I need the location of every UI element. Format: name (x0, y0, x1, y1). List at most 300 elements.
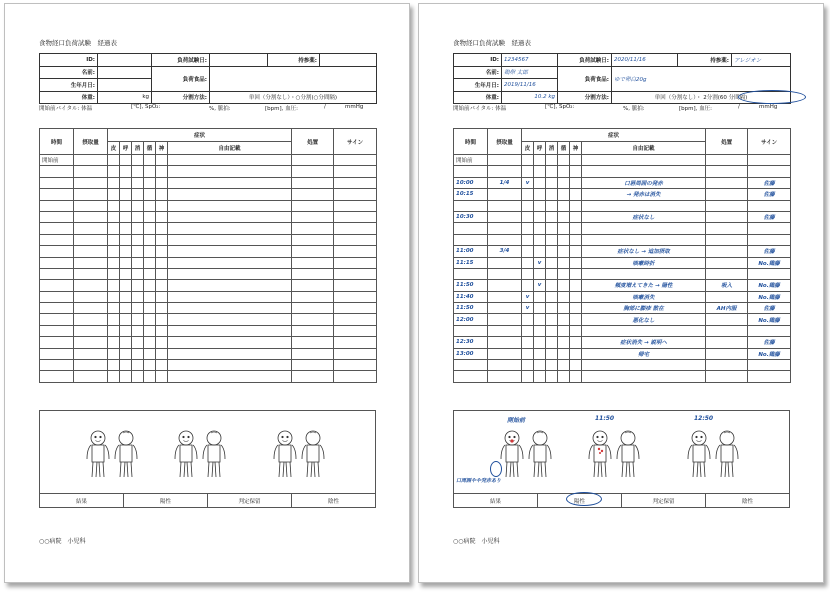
symptom-check-cell[interactable] (534, 177, 546, 188)
name-field[interactable] (98, 66, 152, 79)
symptom-check-cell[interactable] (546, 177, 558, 188)
sign-cell[interactable] (748, 325, 791, 336)
treatment-cell[interactable] (706, 166, 748, 177)
sign-cell[interactable] (748, 223, 791, 234)
symptom-check-cell[interactable] (558, 246, 570, 257)
time-cell[interactable] (454, 325, 488, 336)
intake-cell[interactable] (488, 166, 522, 177)
symptom-check-cell[interactable] (558, 360, 570, 371)
symptom-check-cell[interactable] (558, 291, 570, 302)
symptom-check-cell[interactable] (132, 303, 144, 314)
sign-cell[interactable] (334, 257, 377, 268)
intake-cell[interactable] (74, 337, 108, 348)
table-cell[interactable] (144, 155, 156, 166)
treatment-cell[interactable] (292, 325, 334, 336)
symptom-check-cell[interactable] (132, 291, 144, 302)
symptom-check-cell[interactable]: v (534, 280, 546, 291)
sign-cell[interactable] (334, 360, 377, 371)
symptom-check-cell[interactable] (558, 268, 570, 279)
notes-cell[interactable] (168, 211, 292, 222)
symptom-check-cell[interactable]: v (522, 303, 534, 314)
symptom-check-cell[interactable] (570, 257, 582, 268)
symptom-check-cell[interactable] (156, 166, 168, 177)
table-cell[interactable] (582, 155, 706, 166)
intake-cell[interactable] (488, 211, 522, 222)
sign-cell[interactable]: No.鶏藤 (748, 280, 791, 291)
medicine-field[interactable] (320, 54, 377, 67)
sign-cell[interactable] (748, 360, 791, 371)
treatment-cell[interactable] (292, 257, 334, 268)
time-cell[interactable] (40, 337, 74, 348)
table-cell[interactable] (534, 155, 546, 166)
treatment-cell[interactable] (706, 337, 748, 348)
treatment-cell[interactable] (706, 371, 748, 382)
symptom-check-cell[interactable] (522, 234, 534, 245)
symptom-check-cell[interactable] (120, 360, 132, 371)
symptom-check-cell[interactable] (144, 200, 156, 211)
symptom-check-cell[interactable] (558, 257, 570, 268)
treatment-cell[interactable] (292, 177, 334, 188)
time-cell[interactable]: 10:00 (454, 177, 488, 188)
sign-cell[interactable] (334, 200, 377, 211)
time-cell[interactable] (40, 325, 74, 336)
symptom-check-cell[interactable] (144, 189, 156, 200)
symptom-check-cell[interactable] (534, 234, 546, 245)
time-cell[interactable] (40, 303, 74, 314)
sign-cell[interactable] (334, 337, 377, 348)
table-cell[interactable] (748, 155, 791, 166)
treatment-cell[interactable] (292, 268, 334, 279)
symptom-check-cell[interactable] (144, 234, 156, 245)
symptom-check-cell[interactable] (522, 325, 534, 336)
symptom-check-cell[interactable]: v (534, 257, 546, 268)
symptom-check-cell[interactable] (534, 166, 546, 177)
symptom-check-cell[interactable] (522, 360, 534, 371)
sign-cell[interactable] (334, 189, 377, 200)
sign-cell[interactable]: No.鶏藤 (748, 257, 791, 268)
intake-cell[interactable] (488, 291, 522, 302)
notes-cell[interactable] (582, 268, 706, 279)
symptom-check-cell[interactable] (132, 314, 144, 325)
sign-cell[interactable] (748, 166, 791, 177)
intake-cell[interactable] (74, 211, 108, 222)
symptom-check-cell[interactable] (546, 268, 558, 279)
symptom-check-cell[interactable] (144, 246, 156, 257)
sign-cell[interactable]: 佐藤 (748, 177, 791, 188)
sign-cell[interactable]: No.鶏藤 (748, 348, 791, 359)
symptom-check-cell[interactable] (546, 337, 558, 348)
id-field[interactable]: 1234567 (502, 54, 558, 67)
treatment-cell[interactable] (706, 291, 748, 302)
notes-cell[interactable] (582, 166, 706, 177)
result-negative[interactable]: 陰性 (292, 494, 376, 508)
intake-cell[interactable] (74, 166, 108, 177)
symptom-check-cell[interactable] (132, 337, 144, 348)
time-cell[interactable] (40, 166, 74, 177)
intake-cell[interactable] (488, 257, 522, 268)
sign-cell[interactable] (334, 177, 377, 188)
symptom-check-cell[interactable] (570, 234, 582, 245)
symptom-check-cell[interactable] (120, 166, 132, 177)
symptom-check-cell[interactable] (120, 280, 132, 291)
symptom-check-cell[interactable] (156, 268, 168, 279)
symptom-check-cell[interactable] (144, 257, 156, 268)
symptom-check-cell[interactable] (558, 234, 570, 245)
sign-cell[interactable] (748, 268, 791, 279)
symptom-check-cell[interactable] (144, 268, 156, 279)
symptom-check-cell[interactable] (522, 166, 534, 177)
symptom-check-cell[interactable] (144, 291, 156, 302)
symptom-check-cell[interactable] (132, 246, 144, 257)
sign-cell[interactable] (748, 371, 791, 382)
time-cell[interactable] (40, 280, 74, 291)
intake-cell[interactable]: 1/4 (488, 177, 522, 188)
notes-cell[interactable]: 咳嗽消失 (582, 291, 706, 302)
symptom-check-cell[interactable] (570, 223, 582, 234)
sign-cell[interactable]: No.鶏藤 (748, 291, 791, 302)
symptom-check-cell[interactable] (132, 268, 144, 279)
symptom-check-cell[interactable] (522, 314, 534, 325)
symptom-check-cell[interactable] (546, 234, 558, 245)
sign-cell[interactable] (334, 348, 377, 359)
symptom-check-cell[interactable] (132, 360, 144, 371)
time-cell[interactable]: 11:00 (454, 246, 488, 257)
food-field[interactable]: ゆで卵白20g (612, 66, 791, 91)
time-cell[interactable]: 12:00 (454, 314, 488, 325)
symptom-check-cell[interactable] (120, 189, 132, 200)
intake-cell[interactable] (74, 189, 108, 200)
symptom-check-cell[interactable] (108, 257, 120, 268)
symptom-check-cell[interactable] (156, 189, 168, 200)
treatment-cell[interactable]: 吸入 (706, 280, 748, 291)
treatment-cell[interactable] (706, 246, 748, 257)
intake-cell[interactable] (74, 234, 108, 245)
time-cell[interactable] (40, 234, 74, 245)
time-cell[interactable] (40, 268, 74, 279)
symptom-check-cell[interactable] (534, 268, 546, 279)
symptom-check-cell[interactable] (144, 314, 156, 325)
symptom-check-cell[interactable] (534, 348, 546, 359)
sign-cell[interactable] (334, 166, 377, 177)
intake-cell[interactable] (488, 360, 522, 371)
symptom-check-cell[interactable] (522, 223, 534, 234)
symptom-check-cell[interactable] (132, 177, 144, 188)
symptom-check-cell[interactable] (156, 223, 168, 234)
symptom-check-cell[interactable] (558, 200, 570, 211)
symptom-check-cell[interactable] (120, 246, 132, 257)
symptom-check-cell[interactable] (522, 268, 534, 279)
symptom-check-cell[interactable] (120, 257, 132, 268)
time-cell[interactable] (454, 268, 488, 279)
symptom-check-cell[interactable] (558, 189, 570, 200)
symptom-check-cell[interactable] (144, 223, 156, 234)
intake-cell[interactable] (74, 303, 108, 314)
symptom-check-cell[interactable] (534, 189, 546, 200)
time-cell[interactable]: 10:30 (454, 211, 488, 222)
symptom-check-cell[interactable] (534, 223, 546, 234)
sign-cell[interactable] (748, 200, 791, 211)
symptom-check-cell[interactable] (570, 268, 582, 279)
time-cell[interactable]: 10:15 (454, 189, 488, 200)
symptom-check-cell[interactable] (546, 303, 558, 314)
notes-cell[interactable] (582, 223, 706, 234)
symptom-check-cell[interactable] (522, 189, 534, 200)
symptom-check-cell[interactable] (108, 166, 120, 177)
symptom-check-cell[interactable] (108, 234, 120, 245)
symptom-check-cell[interactable] (546, 360, 558, 371)
treatment-cell[interactable] (706, 348, 748, 359)
symptom-check-cell[interactable] (570, 314, 582, 325)
symptom-check-cell[interactable] (132, 234, 144, 245)
treatment-cell[interactable] (706, 314, 748, 325)
notes-cell[interactable]: 胸部に膨疹 散在 (582, 303, 706, 314)
intake-cell[interactable] (488, 371, 522, 382)
symptom-check-cell[interactable] (558, 371, 570, 382)
time-cell[interactable]: 11:50 (454, 303, 488, 314)
notes-cell[interactable] (168, 280, 292, 291)
symptom-check-cell[interactable] (558, 280, 570, 291)
symptom-check-cell[interactable] (156, 325, 168, 336)
symptom-check-cell[interactable] (132, 348, 144, 359)
sign-cell[interactable] (334, 211, 377, 222)
intake-cell[interactable] (488, 303, 522, 314)
symptom-check-cell[interactable] (546, 223, 558, 234)
notes-cell[interactable] (168, 189, 292, 200)
symptom-check-cell[interactable] (570, 291, 582, 302)
notes-cell[interactable] (582, 234, 706, 245)
symptom-check-cell[interactable] (534, 371, 546, 382)
test-date-field[interactable]: 2020/11/16 (612, 54, 678, 67)
sign-cell[interactable] (334, 280, 377, 291)
symptom-check-cell[interactable] (108, 223, 120, 234)
symptom-check-cell[interactable] (522, 246, 534, 257)
symptom-check-cell[interactable] (522, 257, 534, 268)
time-cell[interactable] (454, 360, 488, 371)
symptom-check-cell[interactable] (144, 280, 156, 291)
time-cell[interactable] (40, 314, 74, 325)
time-cell[interactable]: 12:30 (454, 337, 488, 348)
intake-cell[interactable] (74, 223, 108, 234)
notes-cell[interactable] (168, 234, 292, 245)
symptom-check-cell[interactable] (534, 325, 546, 336)
sign-cell[interactable]: 佐藤 (748, 246, 791, 257)
notes-cell[interactable] (582, 325, 706, 336)
notes-cell[interactable] (582, 200, 706, 211)
symptom-check-cell[interactable] (156, 211, 168, 222)
table-cell[interactable] (168, 155, 292, 166)
intake-cell[interactable] (74, 314, 108, 325)
sign-cell[interactable] (334, 268, 377, 279)
test-date-field[interactable] (210, 54, 268, 67)
symptom-check-cell[interactable] (546, 200, 558, 211)
symptom-check-cell[interactable] (120, 223, 132, 234)
time-cell[interactable] (40, 371, 74, 382)
symptom-check-cell[interactable] (132, 166, 144, 177)
symptom-check-cell[interactable] (120, 337, 132, 348)
symptom-check-cell[interactable] (558, 303, 570, 314)
intake-cell[interactable] (488, 325, 522, 336)
intake-cell[interactable] (74, 325, 108, 336)
table-cell[interactable] (74, 155, 108, 166)
symptom-check-cell[interactable] (120, 291, 132, 302)
symptom-check-cell[interactable] (108, 337, 120, 348)
symptom-check-cell[interactable] (156, 200, 168, 211)
table-cell[interactable] (132, 155, 144, 166)
treatment-cell[interactable] (706, 257, 748, 268)
notes-cell[interactable]: 咳嗽時折 (582, 257, 706, 268)
symptom-check-cell[interactable] (108, 280, 120, 291)
symptom-check-cell[interactable] (108, 268, 120, 279)
symptom-check-cell[interactable] (108, 211, 120, 222)
notes-cell[interactable] (168, 268, 292, 279)
symptom-check-cell[interactable] (156, 314, 168, 325)
symptom-check-cell[interactable] (522, 348, 534, 359)
treatment-cell[interactable] (706, 189, 748, 200)
symptom-check-cell[interactable] (144, 303, 156, 314)
notes-cell[interactable]: 帰宅 (582, 348, 706, 359)
symptom-check-cell[interactable] (108, 325, 120, 336)
notes-cell[interactable] (168, 314, 292, 325)
notes-cell[interactable]: 症状消失 → 説明へ (582, 337, 706, 348)
result-pending[interactable]: 判定保留 (208, 494, 292, 508)
symptom-check-cell[interactable] (546, 291, 558, 302)
time-cell[interactable] (40, 257, 74, 268)
symptom-check-cell[interactable] (120, 234, 132, 245)
time-cell[interactable] (40, 200, 74, 211)
symptom-check-cell[interactable] (120, 200, 132, 211)
symptom-check-cell[interactable] (108, 348, 120, 359)
sign-cell[interactable]: 佐藤 (748, 211, 791, 222)
result-positive[interactable]: 陽性 (124, 494, 208, 508)
symptom-check-cell[interactable] (522, 280, 534, 291)
symptom-check-cell[interactable] (132, 223, 144, 234)
sign-cell[interactable]: 佐藤 (748, 189, 791, 200)
time-cell[interactable]: 11:15 (454, 257, 488, 268)
symptom-check-cell[interactable] (534, 291, 546, 302)
symptom-check-cell[interactable] (156, 246, 168, 257)
food-field[interactable] (210, 66, 377, 91)
symptom-check-cell[interactable] (522, 371, 534, 382)
time-cell[interactable] (40, 360, 74, 371)
treatment-cell[interactable] (706, 177, 748, 188)
treatment-cell[interactable] (706, 268, 748, 279)
treatment-cell[interactable] (706, 223, 748, 234)
symptom-check-cell[interactable] (108, 314, 120, 325)
birth-field[interactable]: 2019/11/16 (502, 79, 558, 92)
notes-cell[interactable]: 悪化なし (582, 314, 706, 325)
time-cell[interactable] (40, 211, 74, 222)
symptom-check-cell[interactable] (522, 337, 534, 348)
sign-cell[interactable] (334, 314, 377, 325)
symptom-check-cell[interactable] (144, 337, 156, 348)
intake-cell[interactable] (488, 314, 522, 325)
intake-cell[interactable] (74, 257, 108, 268)
intake-cell[interactable] (488, 234, 522, 245)
intake-cell[interactable] (74, 360, 108, 371)
symptom-check-cell[interactable] (558, 348, 570, 359)
symptom-check-cell[interactable] (108, 200, 120, 211)
symptom-check-cell[interactable] (108, 291, 120, 302)
symptom-check-cell[interactable] (132, 200, 144, 211)
sign-cell[interactable] (334, 291, 377, 302)
symptom-check-cell[interactable] (546, 189, 558, 200)
symptom-check-cell[interactable] (120, 303, 132, 314)
intake-cell[interactable] (488, 337, 522, 348)
sign-cell[interactable] (334, 246, 377, 257)
notes-cell[interactable] (168, 177, 292, 188)
sign-cell[interactable]: 佐藤 (748, 337, 791, 348)
symptom-check-cell[interactable] (570, 246, 582, 257)
intake-cell[interactable] (74, 291, 108, 302)
treatment-cell[interactable] (292, 314, 334, 325)
notes-cell[interactable] (168, 291, 292, 302)
time-cell[interactable]: 11:40 (454, 291, 488, 302)
symptom-check-cell[interactable] (120, 177, 132, 188)
intake-cell[interactable] (488, 280, 522, 291)
intake-cell[interactable] (74, 280, 108, 291)
symptom-check-cell[interactable] (144, 166, 156, 177)
treatment-cell[interactable] (292, 189, 334, 200)
id-field[interactable] (98, 54, 152, 67)
symptom-check-cell[interactable] (534, 360, 546, 371)
treatment-cell[interactable] (292, 303, 334, 314)
table-cell[interactable] (292, 155, 334, 166)
symptom-check-cell[interactable] (534, 211, 546, 222)
treatment-cell[interactable] (706, 211, 748, 222)
treatment-cell[interactable] (706, 325, 748, 336)
symptom-check-cell[interactable] (108, 360, 120, 371)
notes-cell[interactable] (582, 360, 706, 371)
symptom-check-cell[interactable] (144, 211, 156, 222)
symptom-check-cell[interactable] (108, 371, 120, 382)
notes-cell[interactable]: 頻度増えてきた → 陽性 (582, 280, 706, 291)
treatment-cell[interactable] (292, 371, 334, 382)
symptom-check-cell[interactable] (570, 211, 582, 222)
sign-cell[interactable] (748, 234, 791, 245)
symptom-check-cell[interactable] (144, 360, 156, 371)
intake-cell[interactable] (74, 177, 108, 188)
symptom-check-cell[interactable] (132, 189, 144, 200)
treatment-cell[interactable] (292, 291, 334, 302)
symptom-check-cell[interactable] (570, 337, 582, 348)
symptom-check-cell[interactable] (534, 200, 546, 211)
symptom-check-cell[interactable] (534, 337, 546, 348)
symptom-check-cell[interactable] (546, 371, 558, 382)
symptom-check-cell[interactable] (534, 246, 546, 257)
time-cell[interactable] (454, 234, 488, 245)
time-cell[interactable] (454, 200, 488, 211)
notes-cell[interactable]: → 発赤は消失 (582, 189, 706, 200)
symptom-check-cell[interactable] (156, 177, 168, 188)
symptom-check-cell[interactable] (132, 325, 144, 336)
table-cell[interactable] (558, 155, 570, 166)
treatment-cell[interactable] (706, 234, 748, 245)
notes-cell[interactable] (168, 303, 292, 314)
intake-cell[interactable] (488, 223, 522, 234)
symptom-check-cell[interactable] (558, 314, 570, 325)
symptom-check-cell[interactable] (156, 280, 168, 291)
table-cell[interactable] (706, 155, 748, 166)
treatment-cell[interactable] (292, 360, 334, 371)
symptom-check-cell[interactable] (546, 211, 558, 222)
symptom-check-cell[interactable] (546, 314, 558, 325)
symptom-check-cell[interactable] (144, 348, 156, 359)
treatment-cell[interactable] (292, 280, 334, 291)
sign-cell[interactable] (334, 223, 377, 234)
intake-cell[interactable] (488, 348, 522, 359)
table-cell[interactable] (334, 155, 377, 166)
symptom-check-cell[interactable] (546, 325, 558, 336)
